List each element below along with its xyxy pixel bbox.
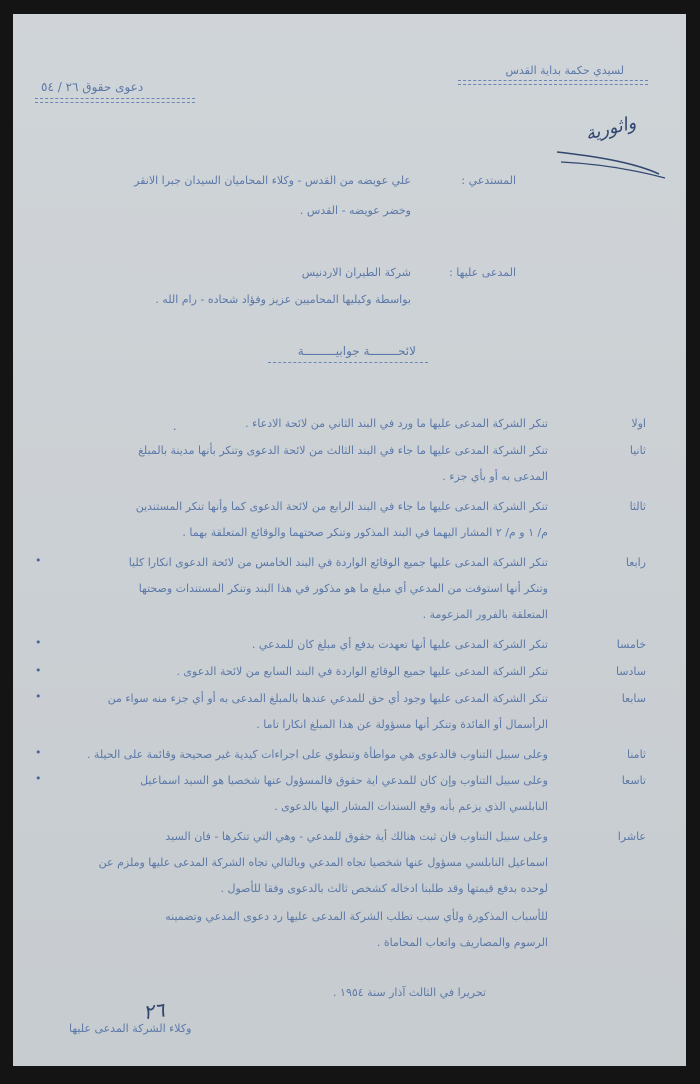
document-page bbox=[13, 14, 686, 1066]
clause-line: تنكر الشركة المدعى عليها ما ورد في البند الثاني من لائحة الادعاء . bbox=[245, 417, 548, 430]
clause-line: وعلى سبيل التناوب وإن كان للمدعي اية حقوق فالمسؤول عنها شخصيا هو السيد اسماعيل bbox=[140, 774, 548, 787]
clause-label: رابعا bbox=[625, 556, 646, 569]
clause-line: تنكر الشركة المدعى عليها جميع الوقائع الواردة في البند الخامس من لائحة الدعوى انكارا كليا bbox=[128, 556, 548, 569]
margin-dot: • bbox=[35, 664, 42, 677]
margin-dot: • bbox=[35, 554, 42, 567]
margin-dot: • bbox=[35, 746, 42, 759]
court-address-underline bbox=[458, 84, 648, 85]
clause-line: م/ ١ و م/ ٢ المشار اليهما في البند المذكور وتنكر صحتهما والوقائع المتعلقة بهما . bbox=[182, 526, 548, 539]
case-number: دعوى حقوق ٢٦ / ٥٤ bbox=[41, 80, 144, 94]
clause-line: تنكر الشركة المدعى عليها وجود أي حق للمدعي عندها بالمبلغ المدعى به أو أي جزء منه سواء من bbox=[107, 692, 548, 705]
clause-label: ثالثا bbox=[629, 500, 646, 513]
clause-line: المدعى به أو بأي جزء . bbox=[442, 470, 548, 483]
handwritten-note: واثورية bbox=[582, 112, 638, 145]
clause-label: سادسا bbox=[615, 665, 646, 678]
clause-line: اسماعيل النابلسي مسؤول عنها شخصيا تجاه المدعي وبالتالي تجاه الشركة المدعى عليها وملزم عن bbox=[98, 856, 548, 869]
clause-line: وعلى سبيل التناوب فالدعوى هي مواطأة وتنطوي على اجراءات كيدية غير صحيحة وقائمة على الحيلة . bbox=[86, 748, 548, 761]
clause-label: اولا bbox=[631, 417, 646, 430]
clause-label: خامسا bbox=[616, 638, 646, 651]
clause-label: تاسعا bbox=[621, 774, 646, 787]
title-underline bbox=[268, 362, 428, 363]
clause-line: لوحده بدفع قيمتها وقد طلبنا ادخاله كشخص ثالث بالدعوى وفقا للأصول . bbox=[220, 882, 548, 895]
case-number-underline bbox=[35, 98, 195, 99]
clause-label: سابعا bbox=[621, 692, 646, 705]
clause-line: وعلى سبيل التناوب فان ثبت هنالك أية حقوق للمدعي - وهي التي تنكرها - فان السيد bbox=[165, 830, 548, 843]
clause-label: ثانيا bbox=[629, 444, 646, 457]
case-number-underline bbox=[35, 102, 195, 103]
handwritten-stroke bbox=[553, 132, 673, 182]
margin-dot: • bbox=[35, 772, 42, 785]
clause-line: تنكر الشركة المدعى عليها أنها تعهدت بدفع أي مبلغ كان للمدعي . bbox=[251, 638, 548, 651]
clause-label: ثامنا bbox=[627, 748, 646, 761]
closing-line-2: الرسوم والمصاريف واتعاب المحاماة . bbox=[376, 936, 548, 949]
closing-line-1: للأسباب المذكورة ولأي سبب تطلب الشركة المدعى عليها رد دعوى المدعي وتضمينه bbox=[165, 910, 548, 923]
margin-dot: • bbox=[35, 636, 42, 649]
court-address: لسيدي حكمة بداية القدس bbox=[505, 64, 624, 77]
defendant-line-2: بواسطة وكيليها المحاميين عزيز وفؤاد شحاده - رام الله . bbox=[155, 293, 411, 306]
clause-label: عاشرا bbox=[617, 830, 646, 843]
clause-line: الرأسمال أو الفائدة وتنكر أنها مسؤولة عن هذا المبلغ انكارا تاما . bbox=[256, 718, 548, 731]
handwritten-signature-mark: ٢٦ bbox=[141, 997, 167, 1025]
plaintiff-label: المستدعي : bbox=[461, 174, 516, 187]
date-line: تحريرا في الثالث آذار سنة ١٩٥٤ . bbox=[333, 986, 486, 999]
clause-line: تنكر الشركة المدعى عليها ما جاء في البند الرابع من لائحة الدعوى كما وأنها تنكر المستندين bbox=[135, 500, 548, 513]
clause-line: تنكر الشركة المدعى عليها ما جاء في البند الثالث من لائحة الدعوى وتنكر بأنها مدينة بالمبلغ bbox=[138, 444, 548, 457]
plaintiff-line-1: علي عويضه من القدس - وكلاء المحاميان السيدان جبرا الانقر bbox=[134, 174, 411, 187]
margin-dot: . bbox=[173, 420, 177, 433]
clause-line: المتعلقة بالفرور المزعومة . bbox=[422, 608, 548, 621]
defendant-label: المدعى عليها : bbox=[449, 266, 516, 279]
document-title: لائحــــــــة جوابيـــــــــة bbox=[297, 344, 416, 358]
plaintiff-line-2: وخضر عويضه - القدس . bbox=[299, 204, 411, 217]
clause-line: وتنكر أنها استوفت من المدعي أي مبلغ ما هو مذكور في هذا البند وتنكر المستندات وصحتها bbox=[138, 582, 548, 595]
margin-dot: • bbox=[35, 690, 42, 703]
clause-line: النابلسي الذي يزعم بأنه وقع السندات المشار اليها بالدعوى . bbox=[274, 800, 548, 813]
court-address-underline bbox=[458, 80, 648, 81]
signature-line: وكلاء الشركة المدعى عليها bbox=[69, 1022, 192, 1035]
clause-line: تنكر الشركة المدعى عليها جميع الوقائع الواردة في البند السابع من لائحة الدعوى . bbox=[176, 665, 548, 678]
defendant-line-1: شركة الطيران الاردنيس bbox=[301, 266, 411, 279]
